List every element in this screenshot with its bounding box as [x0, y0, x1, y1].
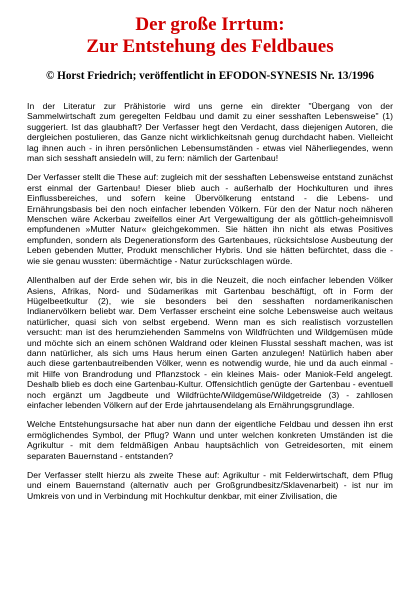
paragraph-4: Welche Entstehungsursache hat aber nun dann der eigentliche Feldbau und dessen ihn erst ermöglichendes Symbol, der Pflug? Wann und unter welchen konkreten Umständen ist die Agrikultur - mit dem feldmäßigen Anbau hauptsächlich von Getreidesorten, mit einem separaten Bauernstand - entstanden? — [27, 419, 393, 461]
article-body — [27, 101, 393, 501]
byline: © Horst Friedrich; veröffentlicht in EFODON-SYNESIS Nr. 13/1996 — [45, 70, 374, 82]
title-line-1: Der große Irrtum: — [135, 14, 285, 35]
paragraph-5: Der Verfasser stellt hierzu als zweite These auf: Agrikultur - mit Felderwirtschaft, dem Pflug und einem Bauernstand (alternativ auch per Großgrundbesitz/Sklavenarbeit) - ist nur im Umkreis von und in Verbindung mit Hochkultur denkbar, mit einer Zivilisation, die — [27, 470, 393, 501]
paragraph-1: In der Literatur zur Prähistorie wird uns gerne ein direkter "Übergang von der Sammelwirtschaft zum geregelten Feldbau und damit zu einer sesshaften Lebensweise" (1) suggeriert. Ist das glaubhaft? Der Verfasser hegt den Verdacht, dass diejenigen Autoren, die dergleichen postulieren, das Ganze nicht wirklichkeitsnah genug durchdacht haben. Vielleicht lag ihnen auch - in ihren persönlichen Lebensumständen - etwas viel Näherliegendes, wenn man sich sesshaft ansiedeln will, zu fern: nämlich der Gartenbau! — [27, 101, 393, 164]
title-line-2: Zur Entstehung des Feldbaues — [86, 36, 334, 57]
paragraph-2: Der Verfasser stellt die These auf: zugleich mit der sesshaften Lebensweise entstand zunächst erst einmal der Gartenbau! Dieser blieb auch - außerhalb der Hochkulturen und ihres Einflussbereiches, und sofern keine Übervölkerung entstand - die Lebens- und Ernährungsbasis bei den noch einfacher lebenden Völkern. Für den der Natur noch näheren Menschen wäre Ackerbau zweifellos einer Art Vergewaltigung der als göttlich-geheimnisvoll empfundenen »Mutter Natur« gleichgekommen. Sie hätten ihn nicht als etwas Positives empfunden, sondern als Degenerationsform des Gartenbaues, rücksichtslose Ausbeutung der Leben gebenden Mutter, Produkt menschlicher Hybris. Und sie hätten befürchtet, dass die - wie sie genau wussten: übermächtige - Natur zurückschlagen würde. — [27, 172, 393, 266]
paragraph-3: Allenthalben auf der Erde sehen wir, bis in die Neuzeit, die noch einfacher lebenden Völker Asiens, Afrikas, Nord- und Südamerikas mit Gartenbau beschäftigt, oft in Form der Hügelbeetkultur (2), wie sie besonders bei den sesshaften nordamerikanischen Indianervölkern beliebt war. Dem Verfasser erscheint eine solche Lebensweise auch weitaus natürlicher, quasi sich von selbst ergebend. Wenn man es sich realistisch vorzustellen versucht: man ist des herumziehenden Sammelns von Wildfrüchten und Wildgemüsen müde und möchte sich an einem schönen Waldrand oder kleinen Flusstal sesshaft machen, was ist dann natürlicher, als sich ums Haus herum einen Garten anzulegen! Natürlich haben aber auch diese gartenbautreibenden Völker, wenn es notwendig wurde, hie und da auch einmal - mit Hilfe von Brandrodung und Pflanzstock - ein kleines Mais- oder Maniok-Feld angelegt. Deshalb blieb es doch eine Gartenbau-Kultur. Offensichtlich genügte der Gartenbau - eventuell noch ergänzt um Jagdbeute und Wildfrüchte/Wildgemüse/Wildgetreide (3) - zahllosen einfacher lebenden Völkern auf der Erde jahrtausendelang als Ernährungsgrundlage. — [27, 275, 393, 410]
